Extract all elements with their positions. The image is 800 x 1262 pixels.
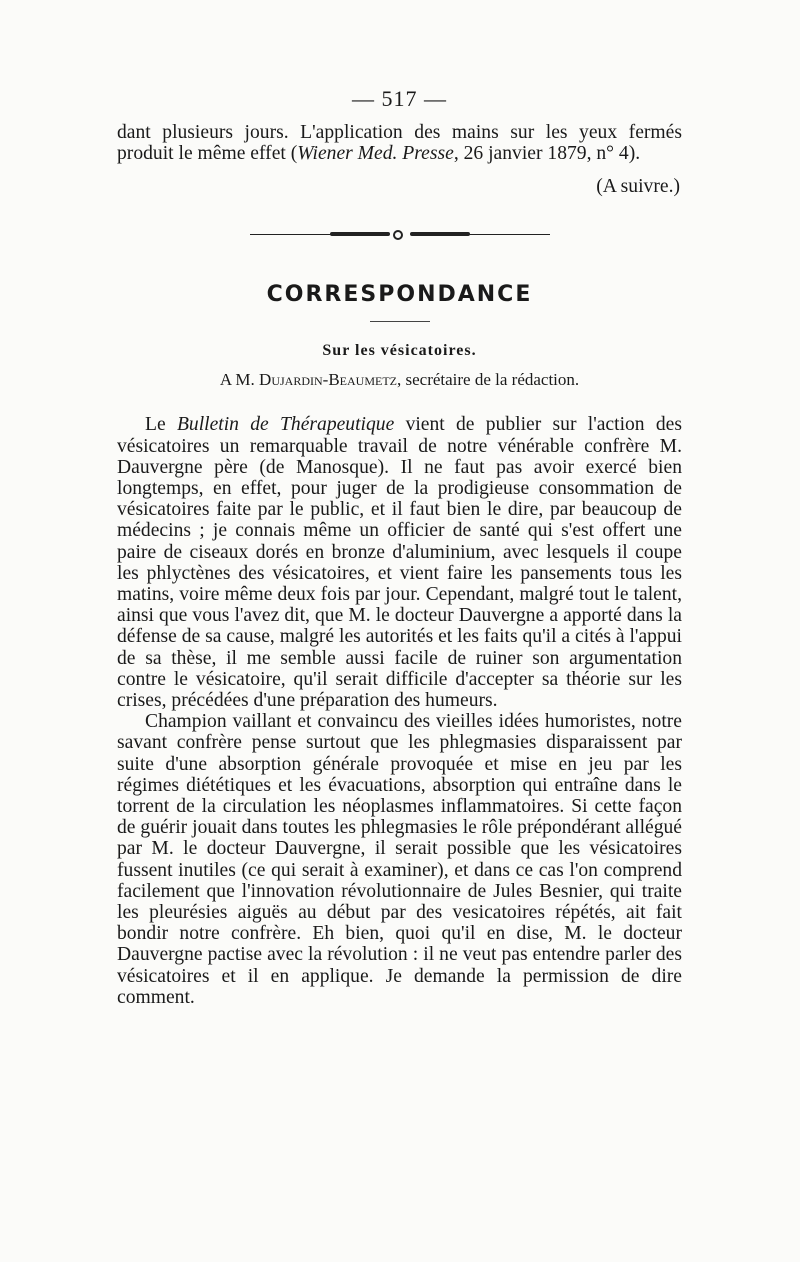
addressee-name: Dujardin-Beaumetz bbox=[259, 370, 397, 390]
addressee-suffix: , secrétaire de la rédaction. bbox=[396, 370, 580, 390]
page-number: — 517 — bbox=[352, 86, 447, 111]
page-content bbox=[117, 86, 682, 1008]
ornamental-rule bbox=[250, 228, 550, 242]
text-run: , 26 janvier 1879, n° 4). bbox=[453, 143, 641, 165]
text-run: dant plusieurs jours. L'application des mains sur les yeux fermés produit le même effet ( bbox=[117, 122, 682, 165]
intro-paragraph bbox=[117, 122, 682, 164]
body-paragraph-1 bbox=[117, 414, 682, 711]
body-paragraph-2 bbox=[117, 711, 682, 1008]
section-title: CORRESPONDANCE bbox=[266, 282, 533, 308]
addressee-prefix: A M. bbox=[219, 370, 260, 390]
divider bbox=[370, 321, 430, 322]
text-run: Champion vaillant et convaincu des vieilles idées humoristes, notre savant confrère pense surtout que les phlegmasies disparaissent par suite d'une absorption générale provoquée et mise en jeu par les régimes diététiques et les évacuations, absorption qui entraîne dans le torrent de la circulation les néoplasmes inflammatoires. Si cette façon de guérir jouait dans toutes les phlegmasies le rôle prépondérant allégué par M. le docteur Dauvergne, il serait possible que les vésicatoires fussent inutiles (ce qui serait à examiner), et dans ce cas l'on comprend facilement que l'innovation révolutionnaire de Jules Besnier, qui traite les pleurésies aiguës au début par des vesicatoires répétés, ait fait bondir notre confrère. Eh bien, quoi qu'il en dise, M. le docteur Dauvergne pactise avec la révolution : il ne veut pas entendre parler des vésicatoires et il en applique. Je demande la permission de dire comment. bbox=[117, 711, 682, 1008]
addressee-line bbox=[117, 370, 682, 390]
to-be-continued: (A suivre.) bbox=[596, 176, 680, 198]
italic-text: Wiener Med. Presse bbox=[297, 143, 454, 165]
article-title: Sur les vésicatoires. bbox=[322, 342, 477, 360]
text-run: vient de publier sur l'action des vésicatoires un remarquable travail de notre vénérable confrère M. Dauvergne père (de Manosque). Il ne faut pas avoir exercé bien longtemps, en effet, pour juger de la prodigieuse consommation de vésicatoires faite par le public, et il faut bien le dire, par beaucoup de médecins ; je connais même un officier de santé qui s'est offert une paire de ciseaux dorés en bronze d'aluminium, avec lesquels il coupe les phlyctènes des vésicatoires, et vient faire les pansements tous les matins, voire même deux fois par jour. Cependant, malgré tout le talent, ainsi que vous l'avez dit, que M. le docteur Dauvergne a apporté dans la défense de sa cause, malgré les autorités et les faits qu'il a cités à l'appui de sa thèse, il me semble aussi facile de ruiner son argumentation contre le vésicatoire, qu'il serait difficile d'accepter sa théorie sur les crises, précédées d'une préparation des humeurs. bbox=[117, 414, 682, 712]
italic-text: Bulletin de Thérapeutique bbox=[176, 414, 395, 436]
text-run: Le bbox=[145, 414, 177, 436]
